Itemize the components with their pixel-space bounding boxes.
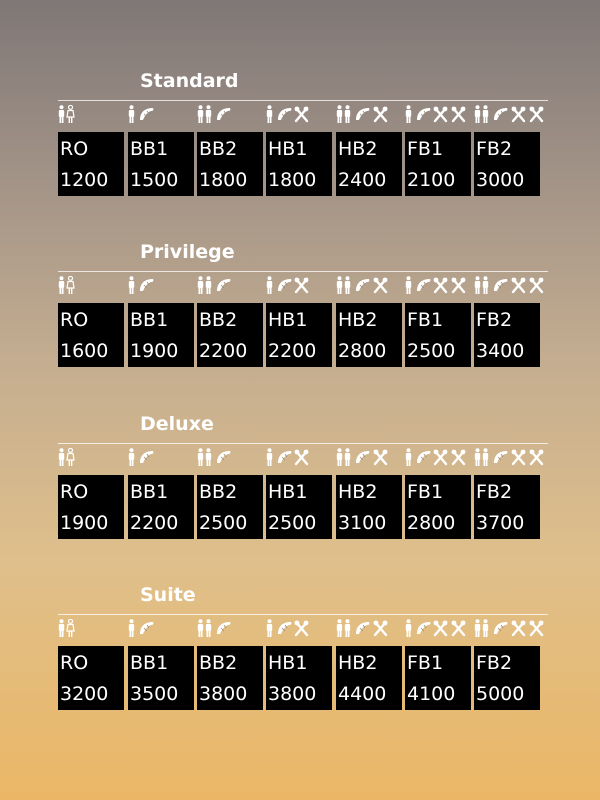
plan-code: BB2: [199, 481, 238, 503]
plan-code: FB2: [476, 481, 513, 503]
couple-room-only-icon: [58, 619, 85, 639]
plan-card-fb1[interactable]: [405, 646, 471, 710]
plan-price: 2100: [407, 169, 456, 191]
plan-card-bb1[interactable]: [128, 475, 194, 539]
plan-price: 4400: [338, 683, 387, 705]
double-breakfast-icon: [197, 105, 234, 125]
plan-price: 3500: [130, 683, 179, 705]
plan-code: FB2: [476, 652, 513, 674]
plan-code: FB1: [407, 652, 444, 674]
plan-price: 2400: [338, 169, 387, 191]
plan-price: 1600: [60, 340, 109, 362]
divider: [58, 271, 548, 272]
icon-row: [58, 276, 550, 296]
plan-price: 3400: [476, 340, 525, 362]
plan-card-ro[interactable]: [58, 646, 124, 710]
single-full-board-icon: [405, 619, 469, 639]
plan-card-hb2[interactable]: [336, 646, 402, 710]
plan-price: 2800: [338, 340, 387, 362]
single-half-board-icon: [266, 276, 312, 296]
single-half-board-icon: [266, 448, 312, 468]
plan-price: 2500: [407, 340, 456, 362]
plan-card-ro[interactable]: [58, 475, 124, 539]
icon-row: [58, 619, 550, 639]
plan-card-fb2[interactable]: [474, 132, 540, 196]
plan-price: 2800: [407, 512, 456, 534]
plan-code: FB1: [407, 481, 444, 503]
plan-price: 1800: [199, 169, 248, 191]
single-full-board-icon: [405, 276, 469, 296]
couple-room-only-icon: [58, 448, 85, 468]
plan-card-hb2[interactable]: [336, 475, 402, 539]
icon-row: [58, 105, 550, 125]
plan-code: HB2: [338, 138, 378, 160]
double-half-board-icon: [336, 448, 391, 468]
plan-card-hb2[interactable]: [336, 132, 402, 196]
plan-cards: [58, 303, 550, 367]
section-title: Standard: [140, 70, 239, 92]
plan-code: BB1: [130, 309, 169, 331]
plan-card-hb1[interactable]: [266, 646, 332, 710]
plan-card-bb1[interactable]: [128, 132, 194, 196]
plan-code: BB1: [130, 138, 169, 160]
double-breakfast-icon: [197, 448, 234, 468]
plan-price: 3000: [476, 169, 525, 191]
plan-card-ro[interactable]: [58, 303, 124, 367]
icon-row: [58, 448, 550, 468]
divider: [58, 443, 548, 444]
double-breakfast-icon: [197, 619, 234, 639]
plan-code: BB1: [130, 652, 169, 674]
single-full-board-icon: [405, 105, 469, 125]
plan-price: 3700: [476, 512, 525, 534]
plan-price: 3800: [268, 683, 317, 705]
double-full-board-icon: [474, 276, 547, 296]
plan-price: 2200: [268, 340, 317, 362]
plan-card-fb2[interactable]: [474, 303, 540, 367]
plan-code: HB1: [268, 138, 308, 160]
plan-card-bb1[interactable]: [128, 646, 194, 710]
plan-code: HB2: [338, 652, 378, 674]
single-full-board-icon: [405, 448, 469, 468]
plan-card-bb2[interactable]: [197, 475, 263, 539]
plan-code: BB2: [199, 652, 238, 674]
plan-cards: [58, 132, 550, 196]
double-full-board-icon: [474, 619, 547, 639]
plan-price: 1900: [60, 512, 109, 534]
couple-room-only-icon: [58, 105, 85, 125]
plan-card-hb1[interactable]: [266, 475, 332, 539]
double-full-board-icon: [474, 105, 547, 125]
single-half-board-icon: [266, 619, 312, 639]
single-breakfast-icon: [128, 619, 157, 639]
plan-code: HB1: [268, 309, 308, 331]
plan-code: HB2: [338, 481, 378, 503]
plan-card-hb1[interactable]: [266, 132, 332, 196]
plan-price: 1200: [60, 169, 109, 191]
plan-price: 5000: [476, 683, 525, 705]
plan-card-bb2[interactable]: [197, 132, 263, 196]
plan-card-ro[interactable]: [58, 132, 124, 196]
plan-card-hb2[interactable]: [336, 303, 402, 367]
plan-price: 2500: [268, 512, 317, 534]
couple-room-only-icon: [58, 276, 85, 296]
plan-card-bb2[interactable]: [197, 303, 263, 367]
plan-code: FB1: [407, 138, 444, 160]
plan-code: FB1: [407, 309, 444, 331]
plan-card-bb2[interactable]: [197, 646, 263, 710]
plan-price: 2200: [199, 340, 248, 362]
plan-price: 3100: [338, 512, 387, 534]
divider: [58, 100, 548, 101]
single-breakfast-icon: [128, 105, 157, 125]
plan-card-hb1[interactable]: [266, 303, 332, 367]
plan-card-fb1[interactable]: [405, 475, 471, 539]
plan-code: BB2: [199, 309, 238, 331]
plan-code: HB2: [338, 309, 378, 331]
plan-cards: [58, 475, 550, 539]
double-half-board-icon: [336, 276, 391, 296]
plan-price: 4100: [407, 683, 456, 705]
section-title: Privilege: [140, 241, 235, 263]
double-half-board-icon: [336, 105, 391, 125]
divider: [58, 614, 548, 615]
plan-price: 2200: [130, 512, 179, 534]
plan-card-bb1[interactable]: [128, 303, 194, 367]
plan-price: 1800: [268, 169, 317, 191]
plan-card-fb2[interactable]: [474, 646, 540, 710]
double-half-board-icon: [336, 619, 391, 639]
plan-card-fb1[interactable]: [405, 303, 471, 367]
double-full-board-icon: [474, 448, 547, 468]
plan-code: BB1: [130, 481, 169, 503]
section-title: Suite: [140, 584, 196, 606]
plan-price: 3800: [199, 683, 248, 705]
plan-code: RO: [60, 138, 89, 160]
plan-price: 1900: [130, 340, 179, 362]
plan-card-fb1[interactable]: [405, 132, 471, 196]
plan-code: HB1: [268, 652, 308, 674]
plan-price: 1500: [130, 169, 179, 191]
plan-price: 2500: [199, 512, 248, 534]
plan-code: HB1: [268, 481, 308, 503]
plan-code: FB2: [476, 309, 513, 331]
plan-code: BB2: [199, 138, 238, 160]
plan-code: RO: [60, 481, 89, 503]
plan-cards: [58, 646, 550, 710]
single-breakfast-icon: [128, 448, 157, 468]
plan-card-fb2[interactable]: [474, 475, 540, 539]
single-half-board-icon: [266, 105, 312, 125]
plan-code: FB2: [476, 138, 513, 160]
double-breakfast-icon: [197, 276, 234, 296]
section-title: Deluxe: [140, 413, 214, 435]
plan-code: RO: [60, 309, 89, 331]
single-breakfast-icon: [128, 276, 157, 296]
plan-price: 3200: [60, 683, 109, 705]
plan-code: RO: [60, 652, 89, 674]
